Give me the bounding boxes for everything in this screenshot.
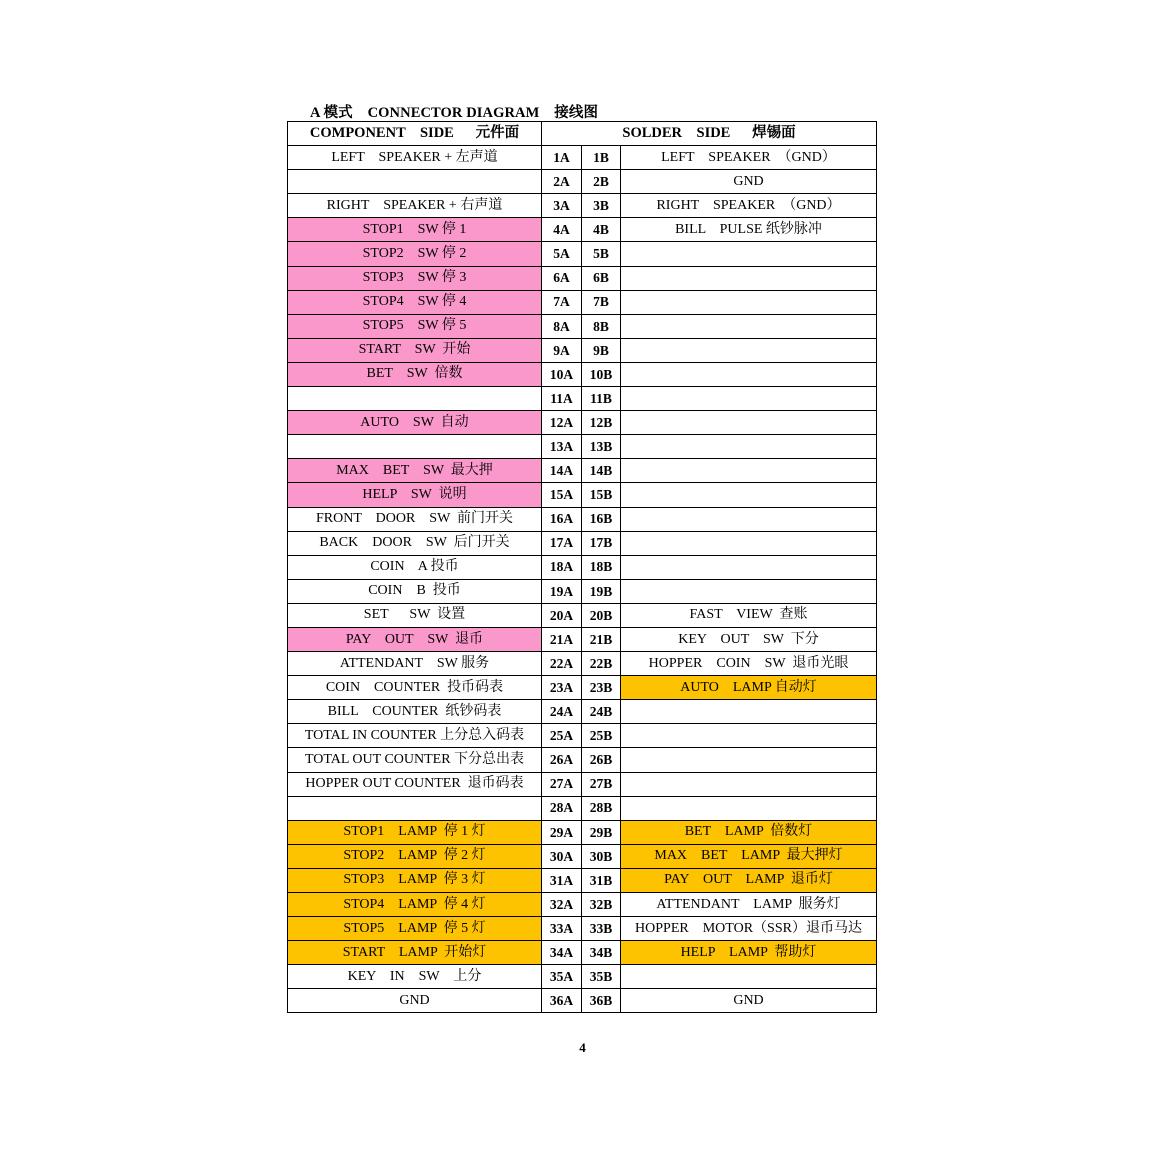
component-signal-cell: RIGHT SPEAKER + 右声道 xyxy=(288,194,542,218)
pin-row xyxy=(288,507,877,531)
pin-b-cell: 11B xyxy=(582,387,621,411)
solder-signal-cell xyxy=(621,338,877,362)
pin-a-cell: 16A xyxy=(542,507,582,531)
pin-a-cell: 2A xyxy=(542,170,582,194)
component-signal-cell: START SW 开始 xyxy=(288,338,542,362)
solder-signal-cell: LEFT SPEAKER （GND） xyxy=(621,146,877,170)
solder-signal-cell: BET LAMP 倍数灯 xyxy=(621,820,877,844)
pin-b-cell: 9B xyxy=(582,338,621,362)
pin-a-cell: 20A xyxy=(542,603,582,627)
pin-b-cell: 12B xyxy=(582,411,621,435)
pin-a-cell: 22A xyxy=(542,652,582,676)
pin-row xyxy=(288,266,877,290)
pin-b-cell: 31B xyxy=(582,868,621,892)
connector-pin-table xyxy=(287,121,877,1013)
solder-signal-cell xyxy=(621,362,877,386)
pin-b-cell: 23B xyxy=(582,676,621,700)
pin-row xyxy=(288,483,877,507)
solder-signal-cell: GND xyxy=(621,989,877,1013)
solder-signal-cell xyxy=(621,748,877,772)
pin-a-cell: 3A xyxy=(542,194,582,218)
component-signal-cell: STOP2 SW 停 2 xyxy=(288,242,542,266)
component-signal-cell: START LAMP 开始灯 xyxy=(288,941,542,965)
solder-signal-cell xyxy=(621,411,877,435)
pin-row xyxy=(288,844,877,868)
pin-a-cell: 5A xyxy=(542,242,582,266)
pin-row xyxy=(288,411,877,435)
component-signal-cell: TOTAL IN COUNTER 上分总入码表 xyxy=(288,724,542,748)
pin-b-cell: 4B xyxy=(582,218,621,242)
pin-row xyxy=(288,676,877,700)
component-signal-cell: TOTAL OUT COUNTER 下分总出表 xyxy=(288,748,542,772)
pin-a-cell: 18A xyxy=(542,555,582,579)
pin-row xyxy=(288,218,877,242)
solder-signal-cell: PAY OUT LAMP 退币灯 xyxy=(621,868,877,892)
component-signal-cell: STOP1 SW 停 1 xyxy=(288,218,542,242)
component-signal-cell: COIN A 投币 xyxy=(288,555,542,579)
pin-a-cell: 30A xyxy=(542,844,582,868)
solder-signal-cell: GND xyxy=(621,170,877,194)
solder-signal-cell: HELP LAMP 帮助灯 xyxy=(621,941,877,965)
pin-row xyxy=(288,868,877,892)
pin-b-cell: 24B xyxy=(582,700,621,724)
pin-a-cell: 34A xyxy=(542,941,582,965)
pin-b-cell: 15B xyxy=(582,483,621,507)
pin-row xyxy=(288,603,877,627)
pin-a-cell: 12A xyxy=(542,411,582,435)
pin-a-cell: 28A xyxy=(542,796,582,820)
pin-row xyxy=(288,362,877,386)
pin-row xyxy=(288,700,877,724)
pin-a-cell: 19A xyxy=(542,579,582,603)
pin-b-cell: 25B xyxy=(582,724,621,748)
pin-b-cell: 8B xyxy=(582,314,621,338)
solder-signal-cell xyxy=(621,314,877,338)
pin-a-cell: 10A xyxy=(542,362,582,386)
pin-row xyxy=(288,627,877,651)
component-signal-cell: BET SW 倍数 xyxy=(288,362,542,386)
component-signal-cell xyxy=(288,435,542,459)
pin-b-cell: 18B xyxy=(582,555,621,579)
pin-b-cell: 32B xyxy=(582,893,621,917)
component-signal-cell: STOP4 LAMP 停 4 灯 xyxy=(288,893,542,917)
pin-row xyxy=(288,748,877,772)
component-signal-cell: STOP3 SW 停 3 xyxy=(288,266,542,290)
pin-a-cell: 4A xyxy=(542,218,582,242)
pin-a-cell: 23A xyxy=(542,676,582,700)
component-signal-cell: ATTENDANT SW 服务 xyxy=(288,652,542,676)
pin-b-cell: 28B xyxy=(582,796,621,820)
pin-row xyxy=(288,820,877,844)
pin-row xyxy=(288,387,877,411)
pin-row xyxy=(288,917,877,941)
pin-b-cell: 17B xyxy=(582,531,621,555)
solder-signal-cell: FAST VIEW 查账 xyxy=(621,603,877,627)
component-signal-cell: STOP1 LAMP 停 1 灯 xyxy=(288,820,542,844)
pin-a-cell: 6A xyxy=(542,266,582,290)
pin-a-cell: 17A xyxy=(542,531,582,555)
pin-a-cell: 36A xyxy=(542,989,582,1013)
component-signal-cell: STOP4 SW 停 4 xyxy=(288,290,542,314)
component-signal-cell: STOP2 LAMP 停 2 灯 xyxy=(288,844,542,868)
pin-a-cell: 11A xyxy=(542,387,582,411)
pin-b-cell: 30B xyxy=(582,844,621,868)
component-side-header: COMPONENT SIDE 元件面 xyxy=(288,122,542,146)
solder-signal-cell xyxy=(621,531,877,555)
solder-signal-cell: KEY OUT SW 下分 xyxy=(621,627,877,651)
component-signal-cell: BACK DOOR SW 后门开关 xyxy=(288,531,542,555)
pin-b-cell: 33B xyxy=(582,917,621,941)
component-signal-cell: HELP SW 说明 xyxy=(288,483,542,507)
pin-row xyxy=(288,338,877,362)
pin-b-cell: 16B xyxy=(582,507,621,531)
solder-signal-cell xyxy=(621,459,877,483)
pin-a-cell: 15A xyxy=(542,483,582,507)
solder-signal-cell xyxy=(621,555,877,579)
pin-row xyxy=(288,941,877,965)
pin-b-cell: 6B xyxy=(582,266,621,290)
page-number: 4 xyxy=(579,1040,586,1055)
pin-row xyxy=(288,796,877,820)
solder-signal-cell xyxy=(621,266,877,290)
pin-b-cell: 19B xyxy=(582,579,621,603)
solder-signal-cell xyxy=(621,387,877,411)
pin-b-cell: 1B xyxy=(582,146,621,170)
component-signal-cell xyxy=(288,796,542,820)
pin-b-cell: 26B xyxy=(582,748,621,772)
table-header-row xyxy=(288,122,877,146)
pin-a-cell: 13A xyxy=(542,435,582,459)
pin-row xyxy=(288,652,877,676)
solder-signal-cell xyxy=(621,700,877,724)
component-signal-cell: MAX BET SW 最大押 xyxy=(288,459,542,483)
component-signal-cell: GND xyxy=(288,989,542,1013)
solder-signal-cell: HOPPER COIN SW 退币光眼 xyxy=(621,652,877,676)
component-signal-cell: KEY IN SW 上分 xyxy=(288,965,542,989)
pin-row xyxy=(288,290,877,314)
component-signal-cell: SET SW 设置 xyxy=(288,603,542,627)
pin-row xyxy=(288,314,877,338)
pin-b-cell: 14B xyxy=(582,459,621,483)
pin-row xyxy=(288,989,877,1013)
solder-signal-cell xyxy=(621,965,877,989)
pin-row xyxy=(288,146,877,170)
pin-a-cell: 35A xyxy=(542,965,582,989)
pin-b-cell: 13B xyxy=(582,435,621,459)
pin-row xyxy=(288,724,877,748)
solder-signal-cell xyxy=(621,290,877,314)
component-signal-cell: COIN B 投币 xyxy=(288,579,542,603)
pin-row xyxy=(288,965,877,989)
solder-signal-cell: MAX BET LAMP 最大押灯 xyxy=(621,844,877,868)
pin-a-cell: 14A xyxy=(542,459,582,483)
pin-b-cell: 35B xyxy=(582,965,621,989)
pin-b-cell: 2B xyxy=(582,170,621,194)
component-signal-cell: STOP3 LAMP 停 3 灯 xyxy=(288,868,542,892)
pin-b-cell: 21B xyxy=(582,627,621,651)
pin-b-cell: 7B xyxy=(582,290,621,314)
component-signal-cell: PAY OUT SW 退币 xyxy=(288,627,542,651)
component-signal-cell: AUTO SW 自动 xyxy=(288,411,542,435)
solder-signal-cell xyxy=(621,724,877,748)
solder-signal-cell: ATTENDANT LAMP 服务灯 xyxy=(621,893,877,917)
pin-row xyxy=(288,772,877,796)
pin-a-cell: 31A xyxy=(542,868,582,892)
pin-b-cell: 36B xyxy=(582,989,621,1013)
pin-b-cell: 22B xyxy=(582,652,621,676)
diagram-title: A 模式 CONNECTOR DIAGRAM 接线图 xyxy=(310,105,599,121)
solder-signal-cell: RIGHT SPEAKER （GND） xyxy=(621,194,877,218)
pin-b-cell: 29B xyxy=(582,820,621,844)
pin-row xyxy=(288,893,877,917)
solder-side-header: SOLDER SIDE 焊锡面 xyxy=(542,122,877,146)
component-signal-cell: FRONT DOOR SW 前门开关 xyxy=(288,507,542,531)
pin-b-cell: 10B xyxy=(582,362,621,386)
pin-a-cell: 33A xyxy=(542,917,582,941)
pin-b-cell: 27B xyxy=(582,772,621,796)
solder-signal-cell: AUTO LAMP 自动灯 xyxy=(621,676,877,700)
pin-a-cell: 7A xyxy=(542,290,582,314)
pin-row xyxy=(288,170,877,194)
pin-a-cell: 8A xyxy=(542,314,582,338)
pin-b-cell: 20B xyxy=(582,603,621,627)
pin-row xyxy=(288,459,877,483)
pin-a-cell: 27A xyxy=(542,772,582,796)
pin-b-cell: 34B xyxy=(582,941,621,965)
component-signal-cell: COIN COUNTER 投币码表 xyxy=(288,676,542,700)
pin-row xyxy=(288,579,877,603)
solder-signal-cell: BILL PULSE 纸钞脉冲 xyxy=(621,218,877,242)
component-signal-cell: LEFT SPEAKER + 左声道 xyxy=(288,146,542,170)
solder-signal-cell xyxy=(621,435,877,459)
pin-a-cell: 32A xyxy=(542,893,582,917)
solder-signal-cell xyxy=(621,796,877,820)
solder-signal-cell: HOPPER MOTOR（SSR）退币马达 xyxy=(621,917,877,941)
pin-a-cell: 29A xyxy=(542,820,582,844)
pin-row xyxy=(288,435,877,459)
pin-row xyxy=(288,555,877,579)
pin-a-cell: 21A xyxy=(542,627,582,651)
solder-signal-cell xyxy=(621,579,877,603)
pin-a-cell: 25A xyxy=(542,724,582,748)
pin-a-cell: 1A xyxy=(542,146,582,170)
pin-b-cell: 5B xyxy=(582,242,621,266)
solder-signal-cell xyxy=(621,507,877,531)
pin-row xyxy=(288,194,877,218)
pin-b-cell: 3B xyxy=(582,194,621,218)
pin-a-cell: 9A xyxy=(542,338,582,362)
component-signal-cell: STOP5 SW 停 5 xyxy=(288,314,542,338)
pin-row xyxy=(288,242,877,266)
pin-row xyxy=(288,531,877,555)
solder-signal-cell xyxy=(621,483,877,507)
component-signal-cell: BILL COUNTER 纸钞码表 xyxy=(288,700,542,724)
component-signal-cell: HOPPER OUT COUNTER 退币码表 xyxy=(288,772,542,796)
component-signal-cell xyxy=(288,387,542,411)
component-signal-cell: STOP5 LAMP 停 5 灯 xyxy=(288,917,542,941)
solder-signal-cell xyxy=(621,772,877,796)
solder-signal-cell xyxy=(621,242,877,266)
pin-a-cell: 24A xyxy=(542,700,582,724)
component-signal-cell xyxy=(288,170,542,194)
pin-a-cell: 26A xyxy=(542,748,582,772)
